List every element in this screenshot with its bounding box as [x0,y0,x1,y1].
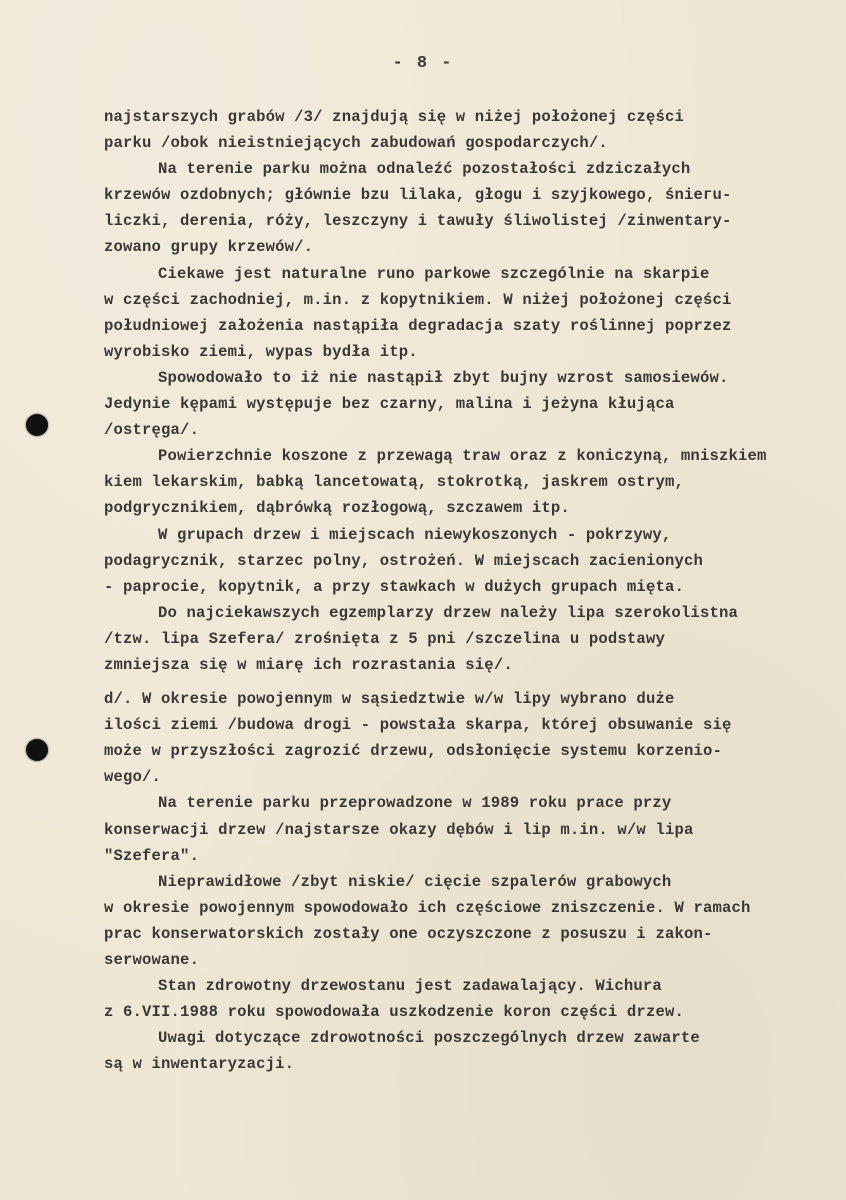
text-line: Uwagi dotyczące zdrowotności poszczególnych drzew zawarte [158,1029,700,1048]
paragraph [104,156,834,260]
text-line: W grupach drzew i miejscach niewykoszonych - pokrzywy, [158,525,672,544]
text-line: wyrobisko ziemi, wypas bydła itp. [104,342,418,361]
paragraph [104,522,834,600]
paragraph-gap [104,678,834,686]
text-line: z 6.VII.1988 roku spowodowała uszkodzenie koron części drzew. [104,1003,684,1022]
text-line: liczki, derenia, róży, leszczyny i tawuły śliwolistej /zinwentary- [104,212,732,231]
text-line: Do najciekawszych egzemplarzy drzew należy lipa szerokolistna [158,603,738,622]
text-line: południowej założenia nastąpiła degradacja szaty roślinnej poprzez [104,316,732,335]
text-line: parku /obok nieistniejących zabudowań gospodarczych/. [104,134,608,153]
text-line: - paprocie, kopytnik, a przy stawkach w dużych grupach mięta. [104,577,684,596]
text-line: konserwacji drzew /najstarsze okazy dębów i lip m.in. w/w lipa [104,820,694,839]
text-line: ilości ziemi /budowa drogi - powstała skarpa, której obsuwanie się [104,716,732,735]
text-line: zmniejsza się w miarę ich rozrastania się/. [104,655,513,674]
text-line: "Szefera". [104,846,200,865]
text-line: może w przyszłości zagrozić drzewu, odsłonięcie systemu korzenio- [104,742,723,761]
text-line: /ostręga/. [104,421,200,440]
paragraph [104,261,834,365]
paragraph [104,104,834,156]
text-line: d/. W okresie powojennym w sąsiedztwie w/w lipy wybrano duże [104,690,675,709]
page-number: - 8 - [392,54,454,73]
paragraph [104,686,834,790]
text-line: są w inwentaryzacji. [104,1055,295,1074]
paragraph [104,790,834,868]
paragraph [104,973,834,1025]
text-line: podgrycznikiem, dąbrówką rozłogową, szczawem itp. [104,499,570,518]
text-line: najstarszych grabów /3/ znajdują się w niżej położonej części [104,108,684,126]
text-line: Na terenie parku przeprowadzone w 1989 roku prace przy [158,794,672,813]
paragraph [104,1025,834,1077]
text-line: prac konserwatorskich zostały one oczyszczone z posuszu i zakon- [104,924,713,943]
paragraph [104,600,834,678]
text-line: wego/. [104,768,162,787]
document-body [104,104,834,1077]
text-line: Powierzchnie koszone z przewagą traw oraz z koniczyną, mniszkiem [158,447,767,466]
text-line: podagrycznik, starzec polny, ostrożeń. W miejscach zacienionych [104,551,703,570]
paragraph [104,869,834,973]
text-line: Ciekawe jest naturalne runo parkowe szczególnie na skarpie [158,264,710,283]
text-line: w okresie powojennym spowodowało ich częściowe zniszczenie. W ramach [104,898,751,917]
paragraph [104,443,834,521]
punch-hole-top [26,414,48,436]
text-line: /tzw. lipa Szefera/ zrośnięta z 5 pni /szczelina u podstawy [104,629,665,648]
text-line: w części zachodniej, m.in. z kopytnikiem. W niżej położonej części [104,290,732,309]
text-line: Spowodowało to iż nie nastąpił zbyt bujny wzrost samosiewów. [158,368,729,387]
punch-hole-bottom [26,739,48,761]
text-line: Na terenie parku można odnaleźć pozostałości zdziczałych [158,160,691,179]
text-line: zowano grupy krzewów/. [104,238,314,257]
text-line: serwowane. [104,951,200,969]
text-line: kiem lekarskim, babką lancetowatą, stokrotką, jaskrem ostrym, [104,473,684,492]
text-line: Stan zdrowotny drzewostanu jest zadawalający. Wichura [158,977,662,996]
text-line: krzewów ozdobnych; głównie bzu lilaka, głogu i szyjkowego, śnieгu- [104,186,732,205]
paragraph [104,365,834,443]
text-line: Nieprawidłowe /zbyt niskie/ cięcie szpalerów grabowych [158,872,672,891]
text-line: Jedynie kępami występuje bez czarny, malina i jeżyna kłująca [104,395,675,414]
